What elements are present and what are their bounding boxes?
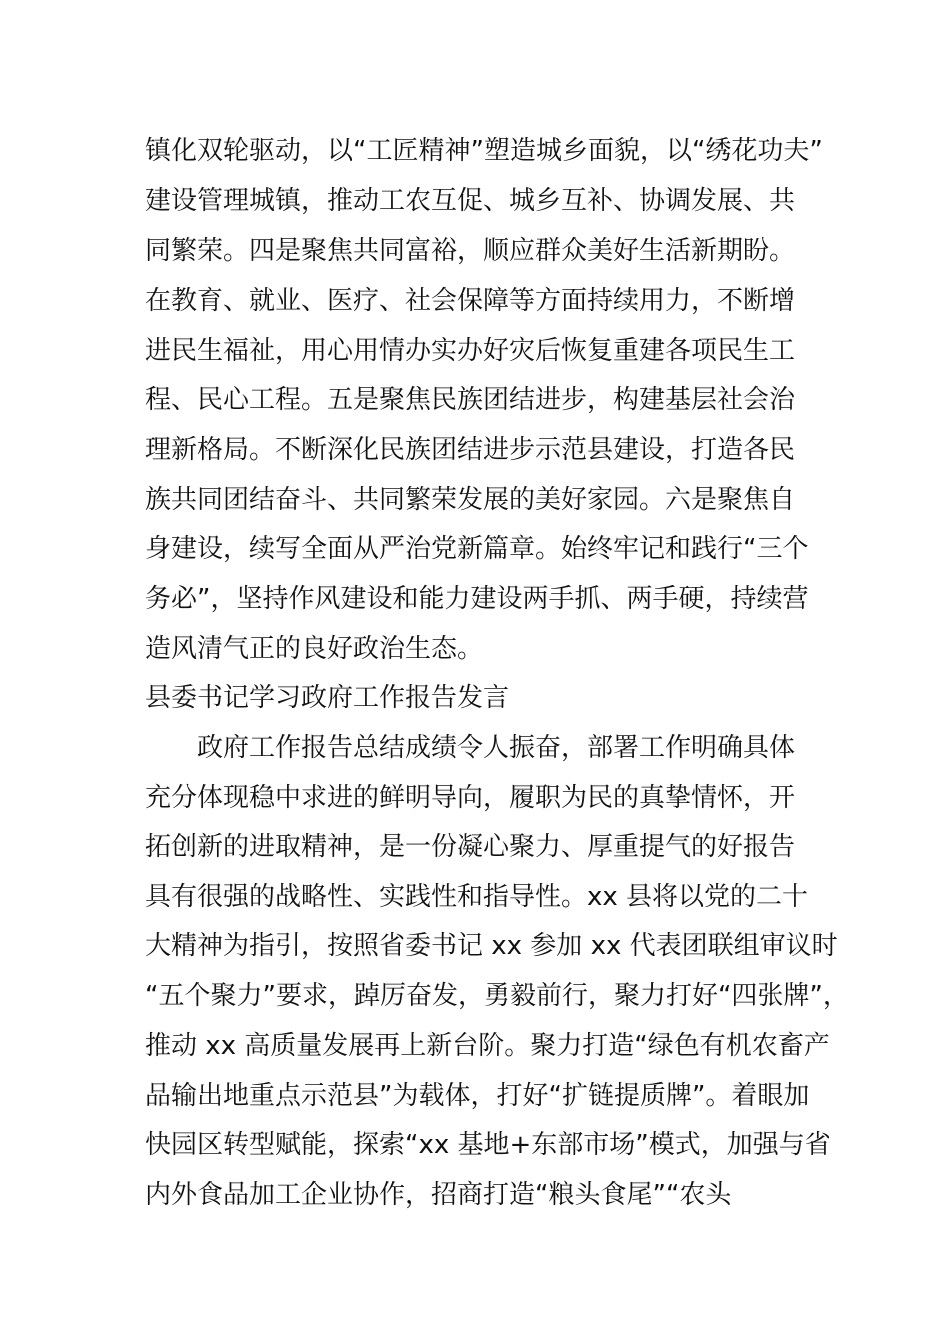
text-line: 大精神为指引，按照省委书记 xx 参加 xx 代表团联组审议时 bbox=[145, 931, 838, 961]
text-line: 推动 xx 高质量发展再上新台阶。聚力打造“绿色有机农畜产 bbox=[145, 1031, 830, 1061]
text-line: 族共同团结奋斗、共同繁荣发展的美好家园。六是聚焦自 bbox=[145, 485, 796, 515]
text-line: 快园区转型赋能，探索“xx 基地+东部市场”模式，加强与省 bbox=[145, 1130, 831, 1160]
text-line: 具有很强的战略性、实践性和指导性。xx 县将以党的二十 bbox=[145, 882, 809, 912]
text-line: 建设管理城镇，推动工农互促、城乡互补、协调发展、共 bbox=[145, 186, 796, 216]
text-line: 镇化双轮驱动，以“工匠精神”塑造城乡面貌，以“绣花功夫” bbox=[145, 136, 823, 166]
text-line: 同繁荣。四是聚焦共同富裕，顺应群众美好生活新期盼。 bbox=[145, 236, 796, 266]
text-line: 进民生福祉，用心用情办实办好灾后恢复重建各项民生工 bbox=[145, 336, 796, 366]
text-line: 身建设，续写全面从严治党新篇章。始终牢记和践行“三个 bbox=[145, 534, 809, 564]
text-line: 内外食品加工企业协作，招商打造“粮头食尾”“农头 bbox=[145, 1180, 732, 1210]
text-line: 充分体现稳中求进的鲜明导向，履职为民的真挚情怀，开 bbox=[145, 783, 796, 813]
section-heading: 县委书记学习政府工作报告发言 bbox=[145, 683, 510, 713]
text-line: 品输出地重点示范县”为载体，打好“扩链提质牌”。着眼加 bbox=[145, 1081, 810, 1111]
text-line: 在教育、就业、医疗、社会保障等方面持续用力，不断增 bbox=[145, 286, 796, 316]
text-line: 程、民心工程。五是聚焦民族团结进步，构建基层社会治 bbox=[145, 385, 796, 415]
text-line: 政府工作报告总结成绩令人振奋，部署工作明确具体 bbox=[197, 733, 796, 763]
text-line: 拓创新的进取精神，是一份凝心聚力、厚重提气的好报告 bbox=[145, 832, 796, 862]
text-line: 理新格局。不断深化民族团结进步示范县建设，打造各民 bbox=[145, 435, 796, 465]
text-line: 务必”，坚持作风建设和能力建设两手抓、两手硬，持续营 bbox=[145, 584, 809, 614]
text-line: “五个聚力”要求，踔厉奋发，勇毅前行，聚力打好“四张牌”， bbox=[145, 981, 849, 1011]
text-line: 造风清气正的良好政治生态。 bbox=[145, 634, 484, 664]
